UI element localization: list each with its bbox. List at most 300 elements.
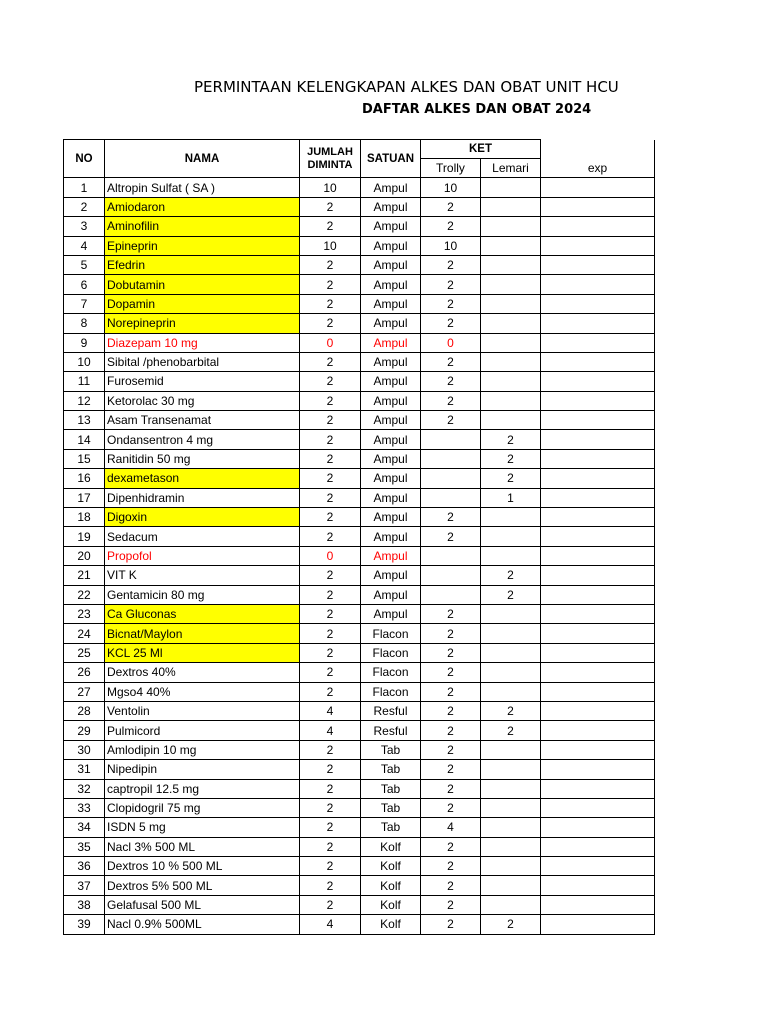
cell-jumlah: 2 <box>300 255 361 274</box>
table-row <box>64 391 655 410</box>
cell-nama: Efedrin <box>105 255 300 274</box>
cell-jumlah: 4 <box>300 915 361 934</box>
table-row <box>64 352 655 371</box>
cell-no: 33 <box>64 798 105 817</box>
table-body <box>64 178 655 934</box>
cell-nama: Nacl 3% 500 ML <box>105 837 300 856</box>
cell-trolly <box>421 449 481 468</box>
cell-nama: Ondansentron 4 mg <box>105 430 300 449</box>
page-subtitle: DAFTAR ALKES DAN OBAT 2024 <box>362 102 592 117</box>
cell-exp <box>541 624 655 643</box>
cell-lemari <box>481 314 541 333</box>
cell-no: 25 <box>64 643 105 662</box>
cell-no: 9 <box>64 333 105 352</box>
cell-satuan: Ampul <box>361 566 421 585</box>
cell-jumlah: 2 <box>300 740 361 759</box>
table-row <box>64 314 655 333</box>
cell-jumlah: 2 <box>300 895 361 914</box>
cell-trolly: 2 <box>421 643 481 662</box>
cell-no: 21 <box>64 566 105 585</box>
cell-no: 13 <box>64 411 105 430</box>
cell-satuan: Ampul <box>361 197 421 216</box>
cell-exp <box>541 818 655 837</box>
cell-trolly: 2 <box>421 857 481 876</box>
cell-exp <box>541 430 655 449</box>
cell-no: 1 <box>64 178 105 197</box>
cell-jumlah: 10 <box>300 178 361 197</box>
cell-jumlah: 2 <box>300 449 361 468</box>
table-header <box>64 140 655 178</box>
cell-satuan: Ampul <box>361 333 421 352</box>
cell-jumlah: 0 <box>300 333 361 352</box>
cell-exp <box>541 449 655 468</box>
column-header-jumlah-line1: JUMLAH <box>307 145 353 158</box>
cell-jumlah: 2 <box>300 566 361 585</box>
table-row <box>64 682 655 701</box>
column-header-lemari: Lemari <box>481 159 541 178</box>
cell-jumlah: 2 <box>300 508 361 527</box>
cell-exp <box>541 352 655 371</box>
cell-lemari <box>481 740 541 759</box>
cell-exp <box>541 333 655 352</box>
cell-exp <box>541 314 655 333</box>
cell-nama: Dextros 40% <box>105 663 300 682</box>
cell-trolly: 10 <box>421 236 481 255</box>
cell-no: 28 <box>64 701 105 720</box>
cell-satuan: Kolf <box>361 895 421 914</box>
cell-nama: Amlodipin 10 mg <box>105 740 300 759</box>
cell-no: 39 <box>64 915 105 934</box>
cell-lemari <box>481 411 541 430</box>
cell-lemari <box>481 255 541 274</box>
table-row <box>64 798 655 817</box>
cell-exp <box>541 255 655 274</box>
table-row <box>64 566 655 585</box>
cell-satuan: Ampul <box>361 255 421 274</box>
cell-exp <box>541 546 655 565</box>
cell-exp <box>541 508 655 527</box>
cell-exp <box>541 275 655 294</box>
cell-nama: Dextros 5% 500 ML <box>105 876 300 895</box>
cell-exp <box>541 895 655 914</box>
cell-exp <box>541 294 655 313</box>
cell-satuan: Kolf <box>361 837 421 856</box>
table-row <box>64 837 655 856</box>
cell-lemari <box>481 779 541 798</box>
cell-lemari: 2 <box>481 566 541 585</box>
table-row <box>64 275 655 294</box>
cell-nama: Pulmicord <box>105 721 300 740</box>
cell-satuan: Flacon <box>361 682 421 701</box>
cell-no: 2 <box>64 197 105 216</box>
column-header-trolly: Trolly <box>421 159 481 178</box>
cell-no: 11 <box>64 372 105 391</box>
cell-no: 14 <box>64 430 105 449</box>
column-header-nama: NAMA <box>105 140 300 178</box>
cell-jumlah: 2 <box>300 391 361 410</box>
cell-trolly: 2 <box>421 314 481 333</box>
cell-exp <box>541 701 655 720</box>
cell-lemari: 2 <box>481 915 541 934</box>
column-header-exp: exp <box>541 140 655 178</box>
cell-trolly <box>421 566 481 585</box>
cell-nama: Nacl 0.9% 500ML <box>105 915 300 934</box>
cell-exp <box>541 779 655 798</box>
cell-satuan: Ampul <box>361 449 421 468</box>
cell-satuan: Ampul <box>361 391 421 410</box>
cell-no: 18 <box>64 508 105 527</box>
cell-satuan: Kolf <box>361 876 421 895</box>
cell-jumlah: 2 <box>300 217 361 236</box>
table-row <box>64 488 655 507</box>
cell-exp <box>541 527 655 546</box>
cell-nama: Dextros 10 % 500 ML <box>105 857 300 876</box>
table-row <box>64 857 655 876</box>
cell-nama: captropil 12.5 mg <box>105 779 300 798</box>
cell-jumlah: 2 <box>300 352 361 371</box>
cell-exp <box>541 876 655 895</box>
cell-lemari <box>481 197 541 216</box>
cell-exp <box>541 857 655 876</box>
cell-trolly: 2 <box>421 197 481 216</box>
cell-nama: Ketorolac 30 mg <box>105 391 300 410</box>
cell-nama: Nipedipin <box>105 760 300 779</box>
cell-jumlah: 2 <box>300 604 361 623</box>
cell-jumlah: 2 <box>300 682 361 701</box>
cell-trolly: 2 <box>421 740 481 759</box>
cell-trolly: 2 <box>421 508 481 527</box>
cell-nama: Diazepam 10 mg <box>105 333 300 352</box>
cell-lemari <box>481 508 541 527</box>
cell-lemari: 2 <box>481 701 541 720</box>
cell-exp <box>541 721 655 740</box>
cell-jumlah: 2 <box>300 197 361 216</box>
cell-no: 34 <box>64 818 105 837</box>
cell-no: 22 <box>64 585 105 604</box>
cell-satuan: Tab <box>361 740 421 759</box>
cell-satuan: Ampul <box>361 314 421 333</box>
table-row <box>64 469 655 488</box>
cell-no: 30 <box>64 740 105 759</box>
table-row <box>64 430 655 449</box>
cell-satuan: Ampul <box>361 352 421 371</box>
cell-nama: Altropin Sulfat ( SA ) <box>105 178 300 197</box>
cell-trolly: 2 <box>421 760 481 779</box>
cell-jumlah: 2 <box>300 275 361 294</box>
cell-lemari <box>481 546 541 565</box>
cell-nama: KCL 25 Ml <box>105 643 300 662</box>
cell-lemari <box>481 217 541 236</box>
cell-nama: Furosemid <box>105 372 300 391</box>
cell-satuan: Ampul <box>361 546 421 565</box>
cell-lemari <box>481 333 541 352</box>
cell-no: 3 <box>64 217 105 236</box>
cell-no: 32 <box>64 779 105 798</box>
cell-no: 16 <box>64 469 105 488</box>
cell-jumlah: 2 <box>300 411 361 430</box>
cell-jumlah: 2 <box>300 643 361 662</box>
cell-trolly: 2 <box>421 255 481 274</box>
cell-nama: Norepineprin <box>105 314 300 333</box>
cell-jumlah: 2 <box>300 488 361 507</box>
cell-lemari <box>481 837 541 856</box>
table-row <box>64 449 655 468</box>
cell-lemari <box>481 372 541 391</box>
cell-exp <box>541 663 655 682</box>
cell-jumlah: 2 <box>300 527 361 546</box>
cell-nama: Sedacum <box>105 527 300 546</box>
cell-lemari <box>481 604 541 623</box>
cell-satuan: Flacon <box>361 624 421 643</box>
cell-trolly: 2 <box>421 217 481 236</box>
cell-trolly <box>421 546 481 565</box>
cell-exp <box>541 604 655 623</box>
cell-exp <box>541 837 655 856</box>
cell-no: 20 <box>64 546 105 565</box>
cell-lemari: 2 <box>481 430 541 449</box>
cell-no: 37 <box>64 876 105 895</box>
cell-no: 12 <box>64 391 105 410</box>
cell-lemari <box>481 352 541 371</box>
cell-trolly <box>421 430 481 449</box>
cell-jumlah: 2 <box>300 779 361 798</box>
cell-exp <box>541 236 655 255</box>
table-row <box>64 508 655 527</box>
cell-satuan: Resful <box>361 721 421 740</box>
cell-lemari <box>481 624 541 643</box>
table-row <box>64 197 655 216</box>
cell-lemari <box>481 294 541 313</box>
cell-nama: Bicnat/Maylon <box>105 624 300 643</box>
cell-exp <box>541 372 655 391</box>
table-row <box>64 624 655 643</box>
cell-nama: Epineprin <box>105 236 300 255</box>
table-row <box>64 895 655 914</box>
cell-jumlah: 2 <box>300 663 361 682</box>
cell-jumlah: 2 <box>300 294 361 313</box>
cell-trolly: 2 <box>421 876 481 895</box>
cell-trolly: 2 <box>421 372 481 391</box>
cell-lemari <box>481 178 541 197</box>
cell-trolly: 2 <box>421 798 481 817</box>
cell-trolly <box>421 585 481 604</box>
cell-lemari <box>481 643 541 662</box>
table-row <box>64 663 655 682</box>
table-row <box>64 546 655 565</box>
cell-lemari <box>481 818 541 837</box>
cell-exp <box>541 411 655 430</box>
cell-exp <box>541 643 655 662</box>
cell-satuan: Ampul <box>361 372 421 391</box>
cell-no: 6 <box>64 275 105 294</box>
cell-satuan: Tab <box>361 798 421 817</box>
cell-no: 38 <box>64 895 105 914</box>
cell-nama: VIT K <box>105 566 300 585</box>
table-row <box>64 527 655 546</box>
cell-trolly: 2 <box>421 701 481 720</box>
cell-trolly: 2 <box>421 624 481 643</box>
cell-jumlah: 2 <box>300 818 361 837</box>
cell-nama: Asam Transenamat <box>105 411 300 430</box>
cell-satuan: Ampul <box>361 585 421 604</box>
cell-trolly: 2 <box>421 682 481 701</box>
table-row <box>64 876 655 895</box>
cell-satuan: Tab <box>361 760 421 779</box>
cell-trolly: 2 <box>421 275 481 294</box>
cell-trolly <box>421 469 481 488</box>
cell-jumlah: 2 <box>300 837 361 856</box>
cell-no: 23 <box>64 604 105 623</box>
cell-trolly: 2 <box>421 391 481 410</box>
table-row <box>64 585 655 604</box>
cell-satuan: Kolf <box>361 915 421 934</box>
cell-lemari <box>481 663 541 682</box>
cell-no: 5 <box>64 255 105 274</box>
cell-no: 4 <box>64 236 105 255</box>
cell-satuan: Ampul <box>361 430 421 449</box>
cell-jumlah: 2 <box>300 585 361 604</box>
cell-satuan: Ampul <box>361 217 421 236</box>
cell-no: 19 <box>64 527 105 546</box>
cell-trolly: 0 <box>421 333 481 352</box>
table-row <box>64 411 655 430</box>
cell-lemari <box>481 275 541 294</box>
cell-lemari <box>481 391 541 410</box>
cell-nama: Mgso4 40% <box>105 682 300 701</box>
cell-nama: Gentamicin 80 mg <box>105 585 300 604</box>
cell-satuan: Ampul <box>361 604 421 623</box>
cell-nama: Dobutamin <box>105 275 300 294</box>
cell-nama: Propofol <box>105 546 300 565</box>
medicine-table <box>63 139 655 935</box>
table-row <box>64 701 655 720</box>
cell-no: 31 <box>64 760 105 779</box>
column-header-jumlah <box>300 140 361 178</box>
cell-lemari <box>481 857 541 876</box>
table-row <box>64 915 655 934</box>
cell-jumlah: 2 <box>300 876 361 895</box>
cell-exp <box>541 178 655 197</box>
cell-exp <box>541 488 655 507</box>
cell-exp <box>541 760 655 779</box>
cell-nama: Aminofilin <box>105 217 300 236</box>
cell-jumlah: 2 <box>300 857 361 876</box>
cell-exp <box>541 217 655 236</box>
cell-jumlah: 2 <box>300 760 361 779</box>
column-header-satuan: SATUAN <box>361 140 421 178</box>
cell-nama: Amiodaron <box>105 197 300 216</box>
cell-satuan: Flacon <box>361 643 421 662</box>
cell-no: 8 <box>64 314 105 333</box>
cell-jumlah: 0 <box>300 546 361 565</box>
cell-lemari: 2 <box>481 585 541 604</box>
table-row <box>64 643 655 662</box>
cell-jumlah: 4 <box>300 701 361 720</box>
cell-jumlah: 2 <box>300 624 361 643</box>
cell-jumlah: 2 <box>300 430 361 449</box>
cell-lemari: 2 <box>481 469 541 488</box>
cell-trolly: 2 <box>421 721 481 740</box>
cell-lemari <box>481 236 541 255</box>
cell-trolly: 4 <box>421 818 481 837</box>
cell-lemari: 1 <box>481 488 541 507</box>
cell-trolly <box>421 488 481 507</box>
cell-no: 36 <box>64 857 105 876</box>
table-row <box>64 255 655 274</box>
column-header-jumlah-line2: DIMINTA <box>307 158 353 171</box>
cell-satuan: Ampul <box>361 178 421 197</box>
cell-nama: Ventolin <box>105 701 300 720</box>
cell-no: 10 <box>64 352 105 371</box>
cell-lemari <box>481 682 541 701</box>
cell-nama: Ca Gluconas <box>105 604 300 623</box>
cell-lemari: 2 <box>481 721 541 740</box>
cell-trolly: 2 <box>421 352 481 371</box>
cell-jumlah: 2 <box>300 314 361 333</box>
cell-satuan: Ampul <box>361 275 421 294</box>
cell-satuan: Ampul <box>361 527 421 546</box>
cell-trolly: 2 <box>421 604 481 623</box>
column-header-ket: KET <box>421 140 541 159</box>
cell-no: 24 <box>64 624 105 643</box>
table-row <box>64 333 655 352</box>
table-row <box>64 236 655 255</box>
cell-trolly: 10 <box>421 178 481 197</box>
cell-no: 35 <box>64 837 105 856</box>
table-row <box>64 178 655 197</box>
cell-no: 29 <box>64 721 105 740</box>
cell-no: 17 <box>64 488 105 507</box>
cell-nama: Gelafusal 500 ML <box>105 895 300 914</box>
cell-exp <box>541 682 655 701</box>
cell-satuan: Kolf <box>361 857 421 876</box>
cell-no: 15 <box>64 449 105 468</box>
cell-satuan: Ampul <box>361 236 421 255</box>
cell-no: 26 <box>64 663 105 682</box>
table-row <box>64 779 655 798</box>
cell-trolly: 2 <box>421 837 481 856</box>
cell-jumlah: 2 <box>300 372 361 391</box>
cell-exp <box>541 798 655 817</box>
cell-jumlah: 10 <box>300 236 361 255</box>
cell-nama: Ranitidin 50 mg <box>105 449 300 468</box>
cell-jumlah: 2 <box>300 469 361 488</box>
cell-lemari <box>481 798 541 817</box>
cell-exp <box>541 740 655 759</box>
cell-lemari <box>481 527 541 546</box>
cell-exp <box>541 585 655 604</box>
cell-trolly: 2 <box>421 527 481 546</box>
cell-trolly: 2 <box>421 411 481 430</box>
cell-exp <box>541 469 655 488</box>
table-row <box>64 604 655 623</box>
cell-exp <box>541 915 655 934</box>
cell-lemari <box>481 876 541 895</box>
cell-satuan: Ampul <box>361 488 421 507</box>
table-row <box>64 217 655 236</box>
table-row <box>64 294 655 313</box>
cell-jumlah: 4 <box>300 721 361 740</box>
cell-nama: ISDN 5 mg <box>105 818 300 837</box>
cell-nama: dexametason <box>105 469 300 488</box>
cell-nama: Dipenhidramin <box>105 488 300 507</box>
cell-satuan: Ampul <box>361 508 421 527</box>
cell-trolly: 2 <box>421 294 481 313</box>
table-row <box>64 760 655 779</box>
cell-satuan: Flacon <box>361 663 421 682</box>
cell-lemari <box>481 895 541 914</box>
cell-exp <box>541 197 655 216</box>
